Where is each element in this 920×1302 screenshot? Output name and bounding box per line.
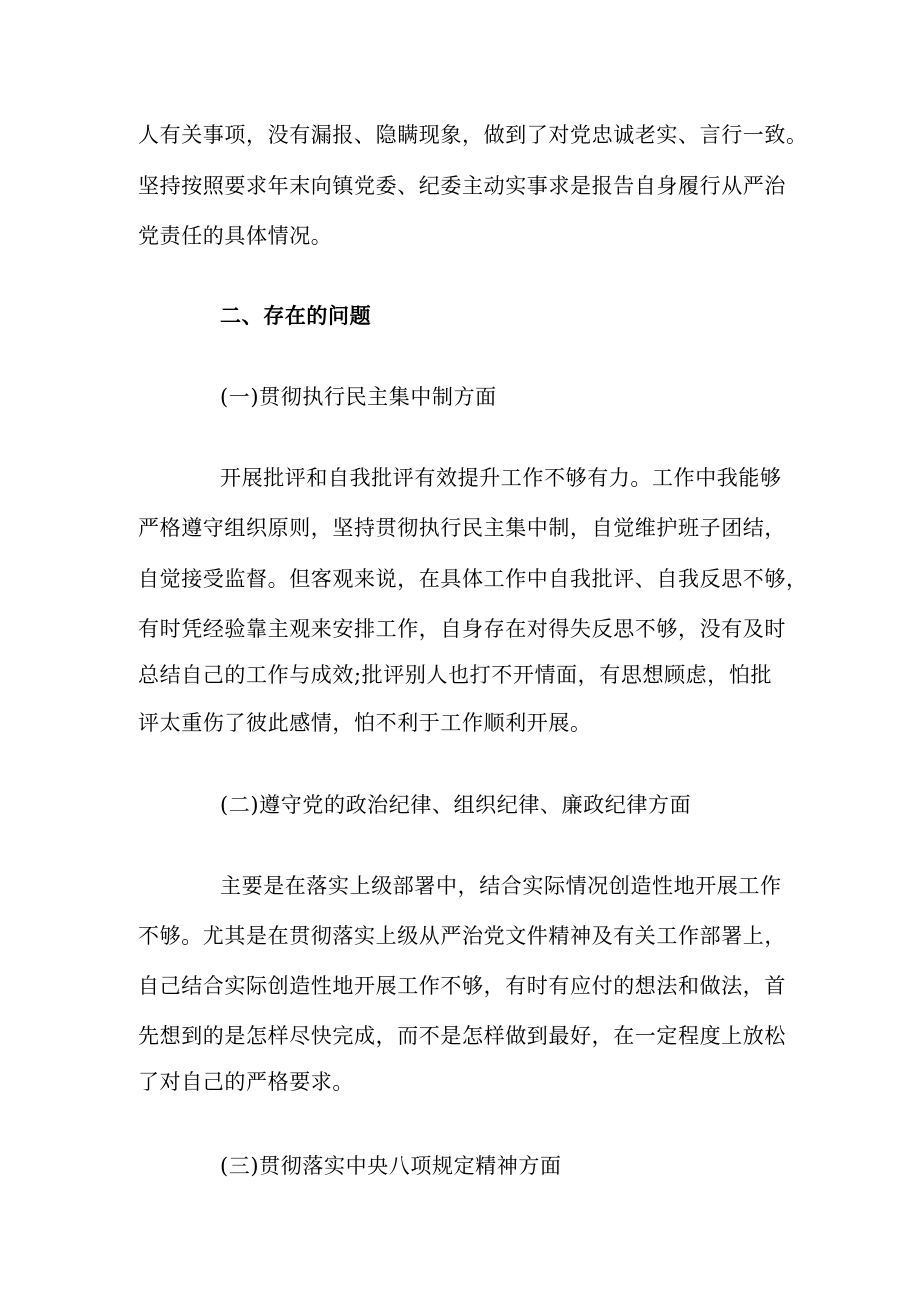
sub2-line-1: 主要是在落实上级部署中，结合实际情况创造性地开展工作: [220, 874, 782, 898]
subsection-3-title: (三)贯彻落实中央八项规定精神方面: [220, 1154, 562, 1178]
sub2-line-4: 先想到的是怎样尽快完成，而不是怎样做到最好，在一定程度上放松: [138, 1024, 786, 1048]
subsection-1-title: (一)贯彻执行民主集中制方面: [220, 385, 497, 409]
sub1-line-6: 评太重伤了彼此感情，怕不利于工作顺利开展。: [138, 711, 592, 735]
intro-line-2: 坚持按照要求年末向镇党委、纪委主动实事求是报告自身履行从严治: [138, 174, 786, 198]
intro-line-3: 党责任的具体情况。: [138, 224, 333, 248]
sub2-line-3: 自己结合实际创造性地开展工作不够，有时有应付的想法和做法，首: [138, 974, 786, 998]
sub1-line-2: 严格遵守组织原则，坚持贯彻执行民主集中制，自觉维护班子团结，: [138, 516, 786, 540]
section-title: 二、存在的问题: [220, 303, 372, 328]
intro-line-1: 人有关事项，没有漏报、隐瞒现象，做到了对党忠诚老实、言行一致。: [138, 123, 808, 147]
sub1-line-3: 自觉接受监督。但客观来说，在具体工作中自我批评、自我反思不够，: [138, 567, 808, 591]
sub1-line-4: 有时凭经验靠主观来安排工作，自身存在对得失反思不够，没有及时: [138, 617, 786, 641]
sub2-line-5: 了对自己的严格要求。: [138, 1070, 354, 1094]
sub1-line-5: 总结自己的工作与成效;批评别人也打不开情面，有思想顾虑，怕批: [138, 663, 773, 687]
sub1-line-1: 开展批评和自我批评有效提升工作不够有力。工作中我能够: [220, 466, 782, 490]
subsection-2-title: (二)遵守党的政治纪律、组织纪律、廉政纪律方面: [220, 793, 692, 817]
sub2-line-2: 不够。尤其是在贯彻落实上级从严治党文件精神及有关工作部署上，: [138, 924, 786, 948]
